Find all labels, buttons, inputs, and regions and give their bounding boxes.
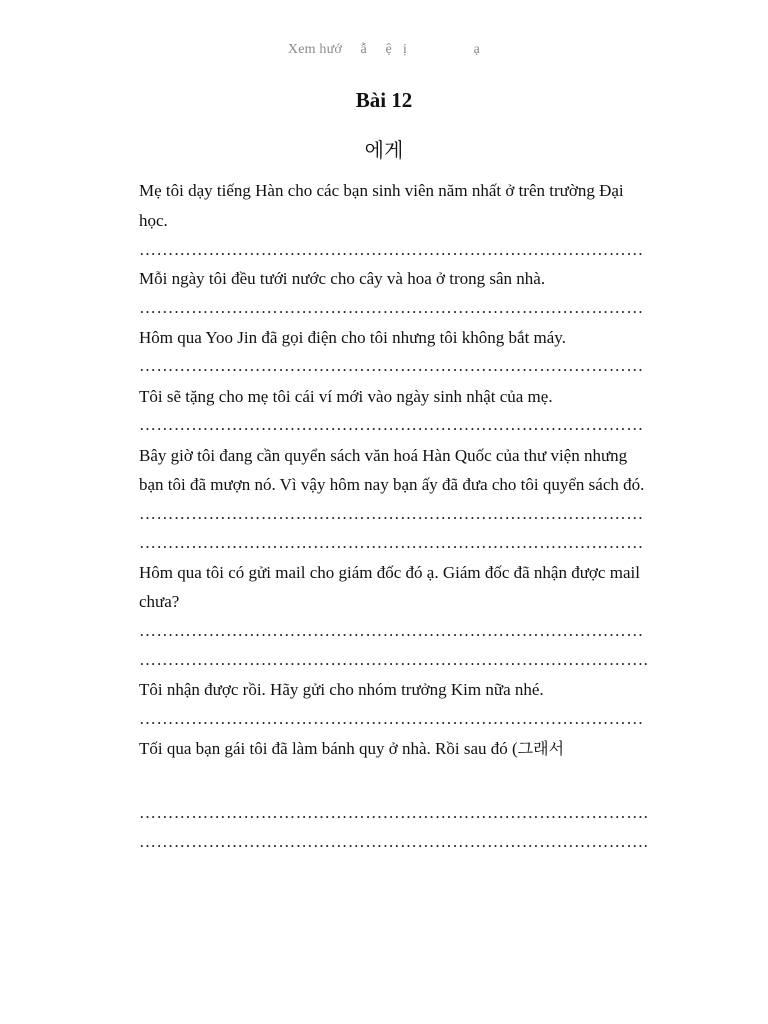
answer-line-8: …………………………………………………………………………….	[139, 650, 649, 669]
answer-line-3: ……………………………………………………………………………	[139, 356, 644, 375]
exercise-4-line-1: Tôi sẽ tặng cho mẹ tôi cái ví mới vào ngày sinh nhật của mẹ.	[139, 387, 553, 406]
exercise-5-line-2: bạn tôi đã mượn nó. Vì vậy hôm nay bạn ấy đã đưa cho tôi quyển sách đó.	[139, 475, 645, 494]
exercise-5-line-1: Bây giờ tôi đang cần quyển sách văn hoá Hàn Quốc của thư viện nhưng	[139, 446, 628, 465]
answer-line-9: ……………………………………………………………………………	[139, 709, 644, 728]
exercise-7-line-1: Tôi nhận được rồi. Hãy gửi cho nhóm trưởng Kim nữa nhé.	[139, 680, 544, 699]
exercise-6-line-2: chưa?	[139, 592, 180, 611]
answer-line-7: ……………………………………………………………………………	[139, 621, 644, 640]
exercise-8-korean-hint: 그래서	[517, 739, 565, 758]
lesson-title: Bài 12	[355, 88, 413, 112]
answer-line-6: ……………………………………………………………………………	[139, 533, 644, 552]
answer-line-5: ……………………………………………………………………………	[139, 504, 644, 523]
answer-line-10: …………………………………………………………………………….	[139, 803, 649, 822]
exercise-8-line-1	[139, 739, 564, 759]
exercise-3-line-1: Hôm qua Yoo Jin đã gọi điện cho tôi nhưng tôi không bắt máy.	[139, 328, 566, 347]
answer-line-2: ……………………………………………………………………………	[139, 298, 644, 317]
lesson-subtitle: 에게	[364, 138, 404, 162]
answer-line-1: ……………………………………………………………………………	[139, 240, 644, 259]
exercise-2-line-1: Mỗi ngày tôi đều tưới nước cho cây và hoa ở trong sân nhà.	[139, 269, 546, 288]
exercise-1-line-2: học.	[139, 211, 168, 230]
exercise-6-line-1: Hôm qua tôi có gửi mail cho giám đốc đó ạ. Giám đốc đã nhận được mail	[139, 563, 640, 582]
answer-line-4: ……………………………………………………………………………	[139, 415, 644, 434]
exercise-8-text: Tối qua bạn gái tôi đã làm bánh quy ở nhà. Rồi sau đó (	[139, 739, 518, 758]
page-header: Xem hướ ẫ ệ ị ạ	[287, 42, 481, 57]
exercise-1-line-1: Mẹ tôi dạy tiếng Hàn cho các bạn sinh viên năm nhất ở trên trường Đại	[139, 181, 624, 200]
answer-line-11: …………………………………………………………………………….	[139, 832, 649, 851]
